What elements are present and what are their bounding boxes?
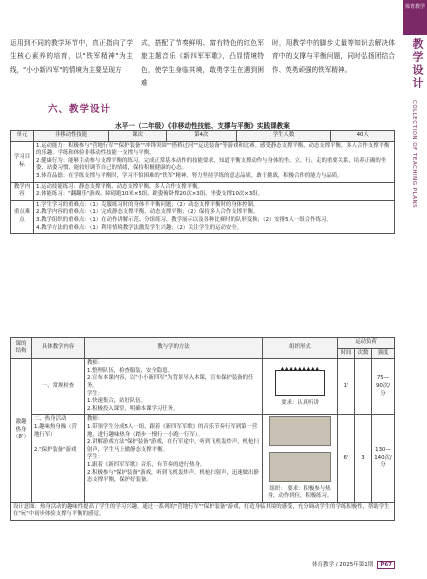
sidebar-subtitle: COLLECTION OF TEACHING PLANS [411,100,417,209]
structure-cell: 激趣热身（8'） [11,359,32,503]
row-content: 一、常规检查 [32,359,85,415]
header-structure: 课的结构 [11,338,32,359]
summary-cell: 设计意图：热身活动的趣味性提高了学生的学习兴趣，通过一系列的"营地行军""保护装备"游戏，打造身临其境的感受，充分调动学生的学练积极性，帮助学生在"玩"中初步体验支撑与平衡的感觉。 [11,502,395,520]
row-intensity: 75—90次/分 [372,359,395,415]
row-intensity: 130—140次/分 [372,415,395,502]
header-method: 教与学的方法 [85,338,263,359]
row-time: 1' [338,359,355,415]
goal-item: 3.体育品德：在学练支撑与平衡时，学习不怕困难的"铁军"精神，努力坚持学练的意志品质，敢于挑战，积极合作的能力与品质。 [36,172,343,179]
formation-diagram: ▲▲▲▲▲▲▲▲▲ [275,370,325,396]
keypoint-item: 3.教学组织的重难点：（1）在动作讲解示范、分组练习、教学展示以及各种比赛时的队形变换；（2）安排5人一组合作练习。 [36,216,332,223]
table-row [11,200,395,233]
activity-photo [269,452,331,482]
table-row [11,502,395,520]
table-row [11,359,395,415]
keypoint-item: 1.学生学习的重难点：（1）克服练习时的身体不平衡问题；（2）动态支撑平衡时的身体控制。 [36,201,259,208]
header-organization: 组织形式 [263,338,338,359]
process-table [10,337,395,521]
keypoints-cell [34,200,395,233]
goal-item: 1.运动能力：积极参与"营地行军""保护装备""冲锋突围""搭桥过河""运送装备"等游戏和比赛。感受静态支撑平衡、动态支撑平衡、多人合作支撑平衡的乐趣，学练和体验非移动性技能一支撑与平衡。 [36,142,390,157]
org-text: 要求：认真听讲 [281,399,319,406]
table-row [11,182,395,200]
goals-cell [34,141,395,182]
lesson-plan-table [10,130,395,234]
row-count: 3 [355,415,372,502]
keypoint-item: 2.教学内容的重难点：（1）完成静态支撑平衡，动态支撑平衡；（2）保持多人合作支撑平衡。 [36,209,259,216]
content-item: 1.运动技能练习：静态支撑平衡、动态支撑平衡、多人合作支撑平衡。 [36,183,203,190]
intro-column-3: 时，用教学中的脚步丈量等知识去解决体育中的支撑与平衡问题，同时弘扬团结合作、英勇顽强的铁军精神。 [272,39,395,74]
row-method: 教师： 1.带领学生分成5人一组，跟着《新四军军歌》的音乐节奏行军到第一营地，进行趣味热身（踏步一慢行一小跑一行军）。 2.讲解游戏方法"保护装备"游戏，在行军途中，听到飞机轰炸声，机枪扫射声，学生马上做静态支撑平衡。 学生： 1.跟着《新四军军歌》音乐，有节奏的进行热身。 2.积极参与"保护装备"游戏，听到飞机轰炸声，机枪扫射声，迅速做出静态支撑平衡，保护好装备。 [85,415,263,502]
section-title: 六、教学设计 [48,104,112,115]
goal-item: 2.健康行为：能够主动参与支撑平衡的练习，完成正常基本动作的技能要求，知道平衡支撑动作与身体的坐、立、行、走的重要关系，培养正确的坐姿、站姿习惯，能较好调节自己的情绪，保持积极健康的心态。 [36,157,387,172]
content-cell [34,182,395,200]
lesson-value: 第4次 [166,131,236,142]
sidebar-band: 体育教学 [403,0,427,35]
students-label: 学生人数 [236,131,331,142]
content-label: 教学内容 [11,182,34,200]
sidebar [403,0,427,579]
org-text: 组织： 要求：积极参与热身，动作到位，积极练习。 [267,485,333,500]
students-value: 40人 [331,131,395,142]
table-row [11,141,395,182]
unit-value: 非移动性技能 [34,131,109,142]
intro-column-2: 式，搭配了节奏鲜明、富有特色的红色军旅主题音乐《新四军军歌》，凸显情境特色，使学生身临其境，敢勇学生在遇到困难 [141,39,264,88]
row-organization [263,415,338,502]
table-title: 水平一（二年级）《非移动性技能、支撑与平衡》实践课教案 [115,122,290,130]
keypoint-item: 4.教学方法的重难点：（1）利用情境教学法激发学生兴趣；（2）关注学生的运动安全。 [36,224,243,231]
table-row [11,338,395,349]
header-count: 次数 [355,348,372,359]
row-count [355,359,372,415]
content-item: 2.体能练习："翻翻乐"游戏、障碍跑10米×5组、跪姿俯卧撑20次×3组、坐姿支撑10次×3组。 [36,191,264,198]
sidebar-title: 教学设计 [411,38,424,90]
row-organization [263,359,338,415]
row-time: 6' [338,415,355,502]
header-content: 具体教学内容 [32,338,85,359]
header-load: 运动负荷 [338,338,395,349]
table-row [11,131,395,142]
keypoints-label: 重点难点 [11,200,34,233]
header-intensity: 强度 [372,348,395,359]
header-time: 时间 [338,348,355,359]
row-content: 二、热身活动 1.趣味热身操（营地行军） 2."保护装备"游戏 [32,415,85,502]
table-row [11,415,395,502]
lesson-label: 课次 [109,131,167,142]
page-number: P67 [377,561,395,569]
unit-label: 单元 [11,131,34,142]
activity-photo [269,416,331,446]
intro-text [10,37,395,91]
intro-column-1: 运用到不同的教学环节中，真正指向了学生核心素养的培育，以"铁军精神"为主线，"小小新四军"的情境为主要呈现方 [10,39,133,74]
page-footer [312,560,395,569]
goals-label: 学习目标 [11,141,34,182]
journal-name: 体育教学 / 2025年第1期 [311,562,374,568]
row-method: 教师： 1.整理队伍，检查服装、安全隐患。 2.宣布本课内容，以"小小新四军"为背景导入本课，宣布保护装备的任务。 学生： 1.快速集合，站好队伍。 2.积极投入课堂，明确本课学习任务。 [85,359,263,415]
